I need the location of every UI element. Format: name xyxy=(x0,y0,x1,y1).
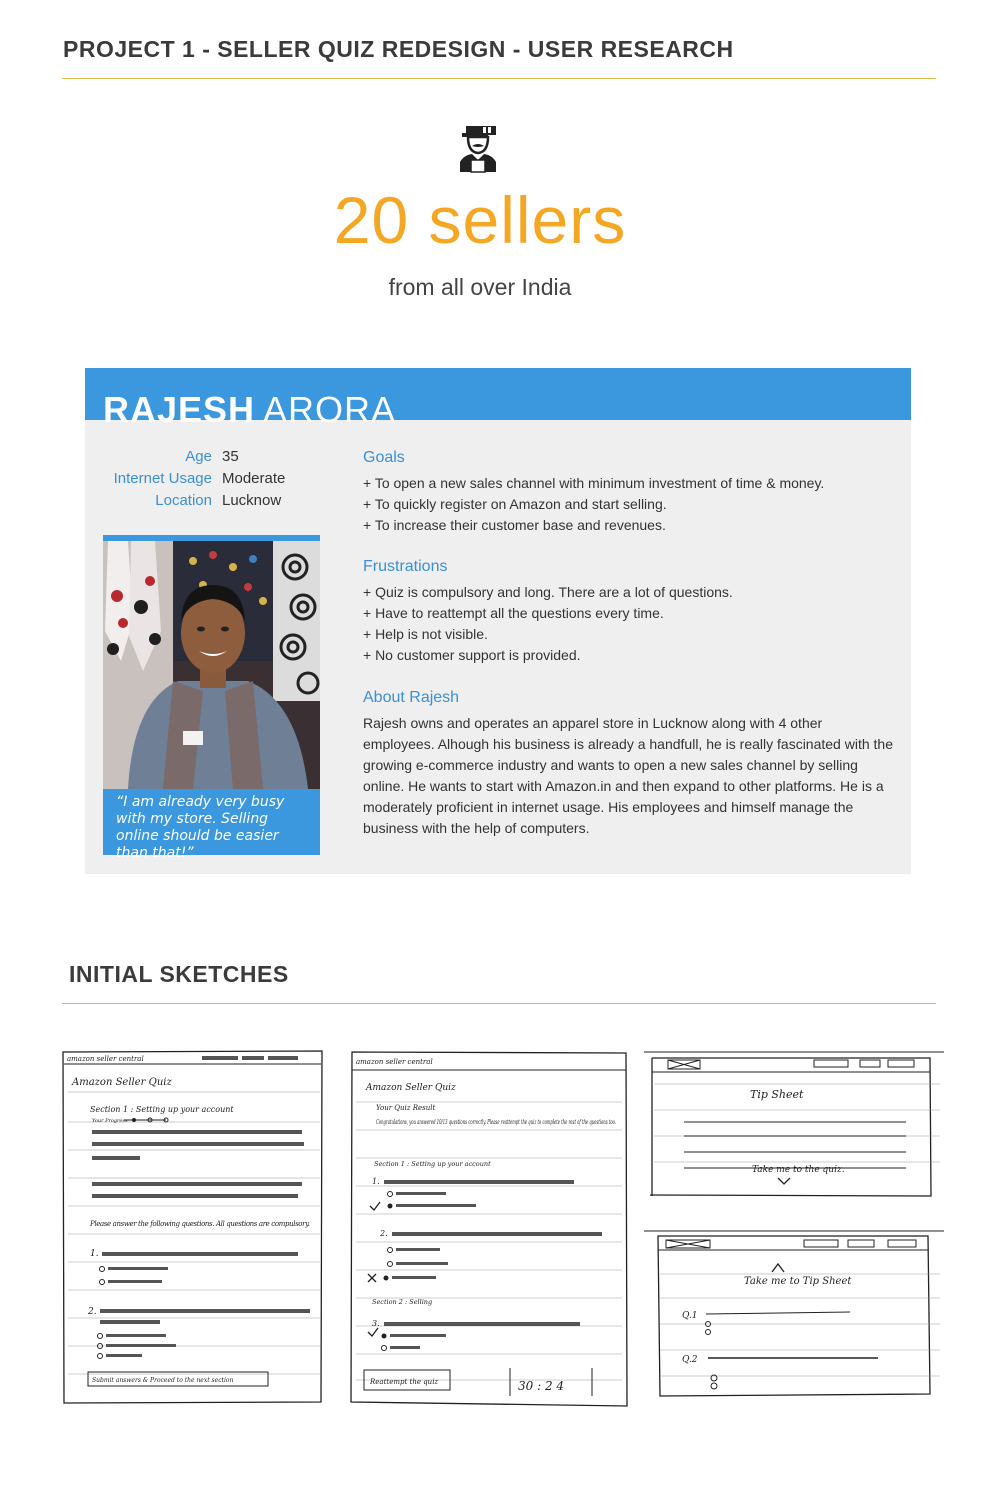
persona-quote: “I am already very busy with my store. Selling online should be easier than that!” xyxy=(103,789,320,855)
fact-row-location xyxy=(85,492,345,514)
seller-count-subtitle: from all over India xyxy=(388,274,572,300)
goals-title: Goals xyxy=(363,449,405,466)
sketch3-link: Take me to the quiz. xyxy=(752,1165,845,1175)
persona-photo xyxy=(103,541,320,789)
sketch-quiz-page xyxy=(62,1050,324,1404)
persona-card xyxy=(85,368,911,874)
sketch2-timer: 30 : 2 4 xyxy=(518,1379,565,1393)
goals-section xyxy=(363,449,903,536)
frustration-item: + Help is not visible. xyxy=(363,626,488,642)
about-section xyxy=(363,689,893,839)
sketch2-q3: 3. xyxy=(372,1319,380,1328)
sketch2-section1: Section 1 : Setting up your account xyxy=(374,1160,491,1168)
goal-item: + To quickly register on Amazon and start selling. xyxy=(363,496,667,512)
sketch2-message: Congratulations, you answered 10/13 questions correctly. Please reattempt the quiz to complete the rest of the questions too. xyxy=(376,1119,617,1126)
sketch2-button: Reattempt the quiz xyxy=(370,1378,439,1386)
sketch1-section: Section 1 : Setting up your account xyxy=(90,1105,234,1114)
frustration-item: + Quiz is compulsory and long. There are a lot of questions. xyxy=(363,584,733,600)
sketch4-q2: Q.2 xyxy=(682,1355,698,1365)
persona-photo-block xyxy=(103,535,320,861)
seller-person-icon xyxy=(456,124,500,172)
fact-value: Lucknow xyxy=(222,492,282,509)
seller-count: 20 sellers xyxy=(333,183,627,257)
fact-value: 35 xyxy=(222,448,239,465)
sketch2-brand: amazon seller central xyxy=(356,1058,433,1066)
fact-value: Moderate xyxy=(222,470,286,487)
sketch4-link: Take me to Tip Sheet xyxy=(744,1276,852,1287)
persona-header xyxy=(85,368,911,430)
goal-item: + To increase their customer base and revenues. xyxy=(363,517,666,533)
sketch2-q1: 1. xyxy=(372,1177,380,1186)
fact-key: Age xyxy=(185,448,212,465)
page-title: PROJECT 1 - SELLER QUIZ REDESIGN - USER RESEARCH xyxy=(63,36,734,62)
sketch4-q1: Q.1 xyxy=(682,1311,698,1321)
sketch2-result: Your Quiz Result xyxy=(376,1104,436,1112)
sketch-quiz-with-tip-link xyxy=(644,1228,944,1400)
frustrations-section xyxy=(363,558,903,666)
persona-last-name: ARORA xyxy=(263,389,397,430)
sketch3-title: Tip Sheet xyxy=(750,1088,804,1101)
frustrations-title: Frustrations xyxy=(363,558,448,575)
fact-key: Location xyxy=(155,492,212,509)
sketch1-heading: Amazon Seller Quiz xyxy=(72,1077,172,1088)
frustration-item: + Have to reattempt all the questions every time. xyxy=(363,605,664,621)
sketch1-instructions: Please answer the following questions. All questions are compulsory. xyxy=(90,1220,310,1228)
sketch2-section2: Section 2 : Selling xyxy=(372,1298,433,1306)
sketch2-heading: Amazon Seller Quiz xyxy=(366,1083,456,1093)
fact-key: Internet Usage xyxy=(113,470,212,487)
fact-row-internet-usage xyxy=(85,470,345,492)
sketch1-progress: Your Progress xyxy=(92,1118,128,1124)
sketches-divider xyxy=(62,1003,936,1004)
sketches-title: INITIAL SKETCHES xyxy=(69,961,289,987)
sketch-tip-sheet xyxy=(644,1048,944,1200)
about-text: Rajesh owns and operates an apparel store in Lucknow along with 4 other employees. Alhough his business is already a handfull, he is really fascinated with the growing e-commerce industry and wants to open a new sales channel by selling online. He wants to start with Amazon.in and then expand to other platforms. He is a moderately proficient in internet usage. His employees and himself manage the business with the help of computers. xyxy=(363,715,893,836)
persona-first-name: RAJESH xyxy=(103,389,256,430)
sketch-quiz-result xyxy=(350,1050,630,1410)
fact-row-age xyxy=(85,448,345,470)
sketch1-button: Submit answers & Proceed to the next section xyxy=(92,1377,234,1384)
persona-name xyxy=(103,388,396,432)
about-title: About Rajesh xyxy=(363,689,460,706)
sketch1-q2: 2. xyxy=(88,1307,97,1317)
frustration-item: + No customer support is provided. xyxy=(363,647,581,663)
sketch2-q2: 2. xyxy=(380,1229,388,1238)
goal-item: + To open a new sales channel with minimum investment of time & money. xyxy=(363,475,825,491)
sketch1-q1: 1. xyxy=(90,1249,99,1259)
header-divider xyxy=(62,78,936,79)
sketch1-brand: amazon seller central xyxy=(67,1055,144,1063)
